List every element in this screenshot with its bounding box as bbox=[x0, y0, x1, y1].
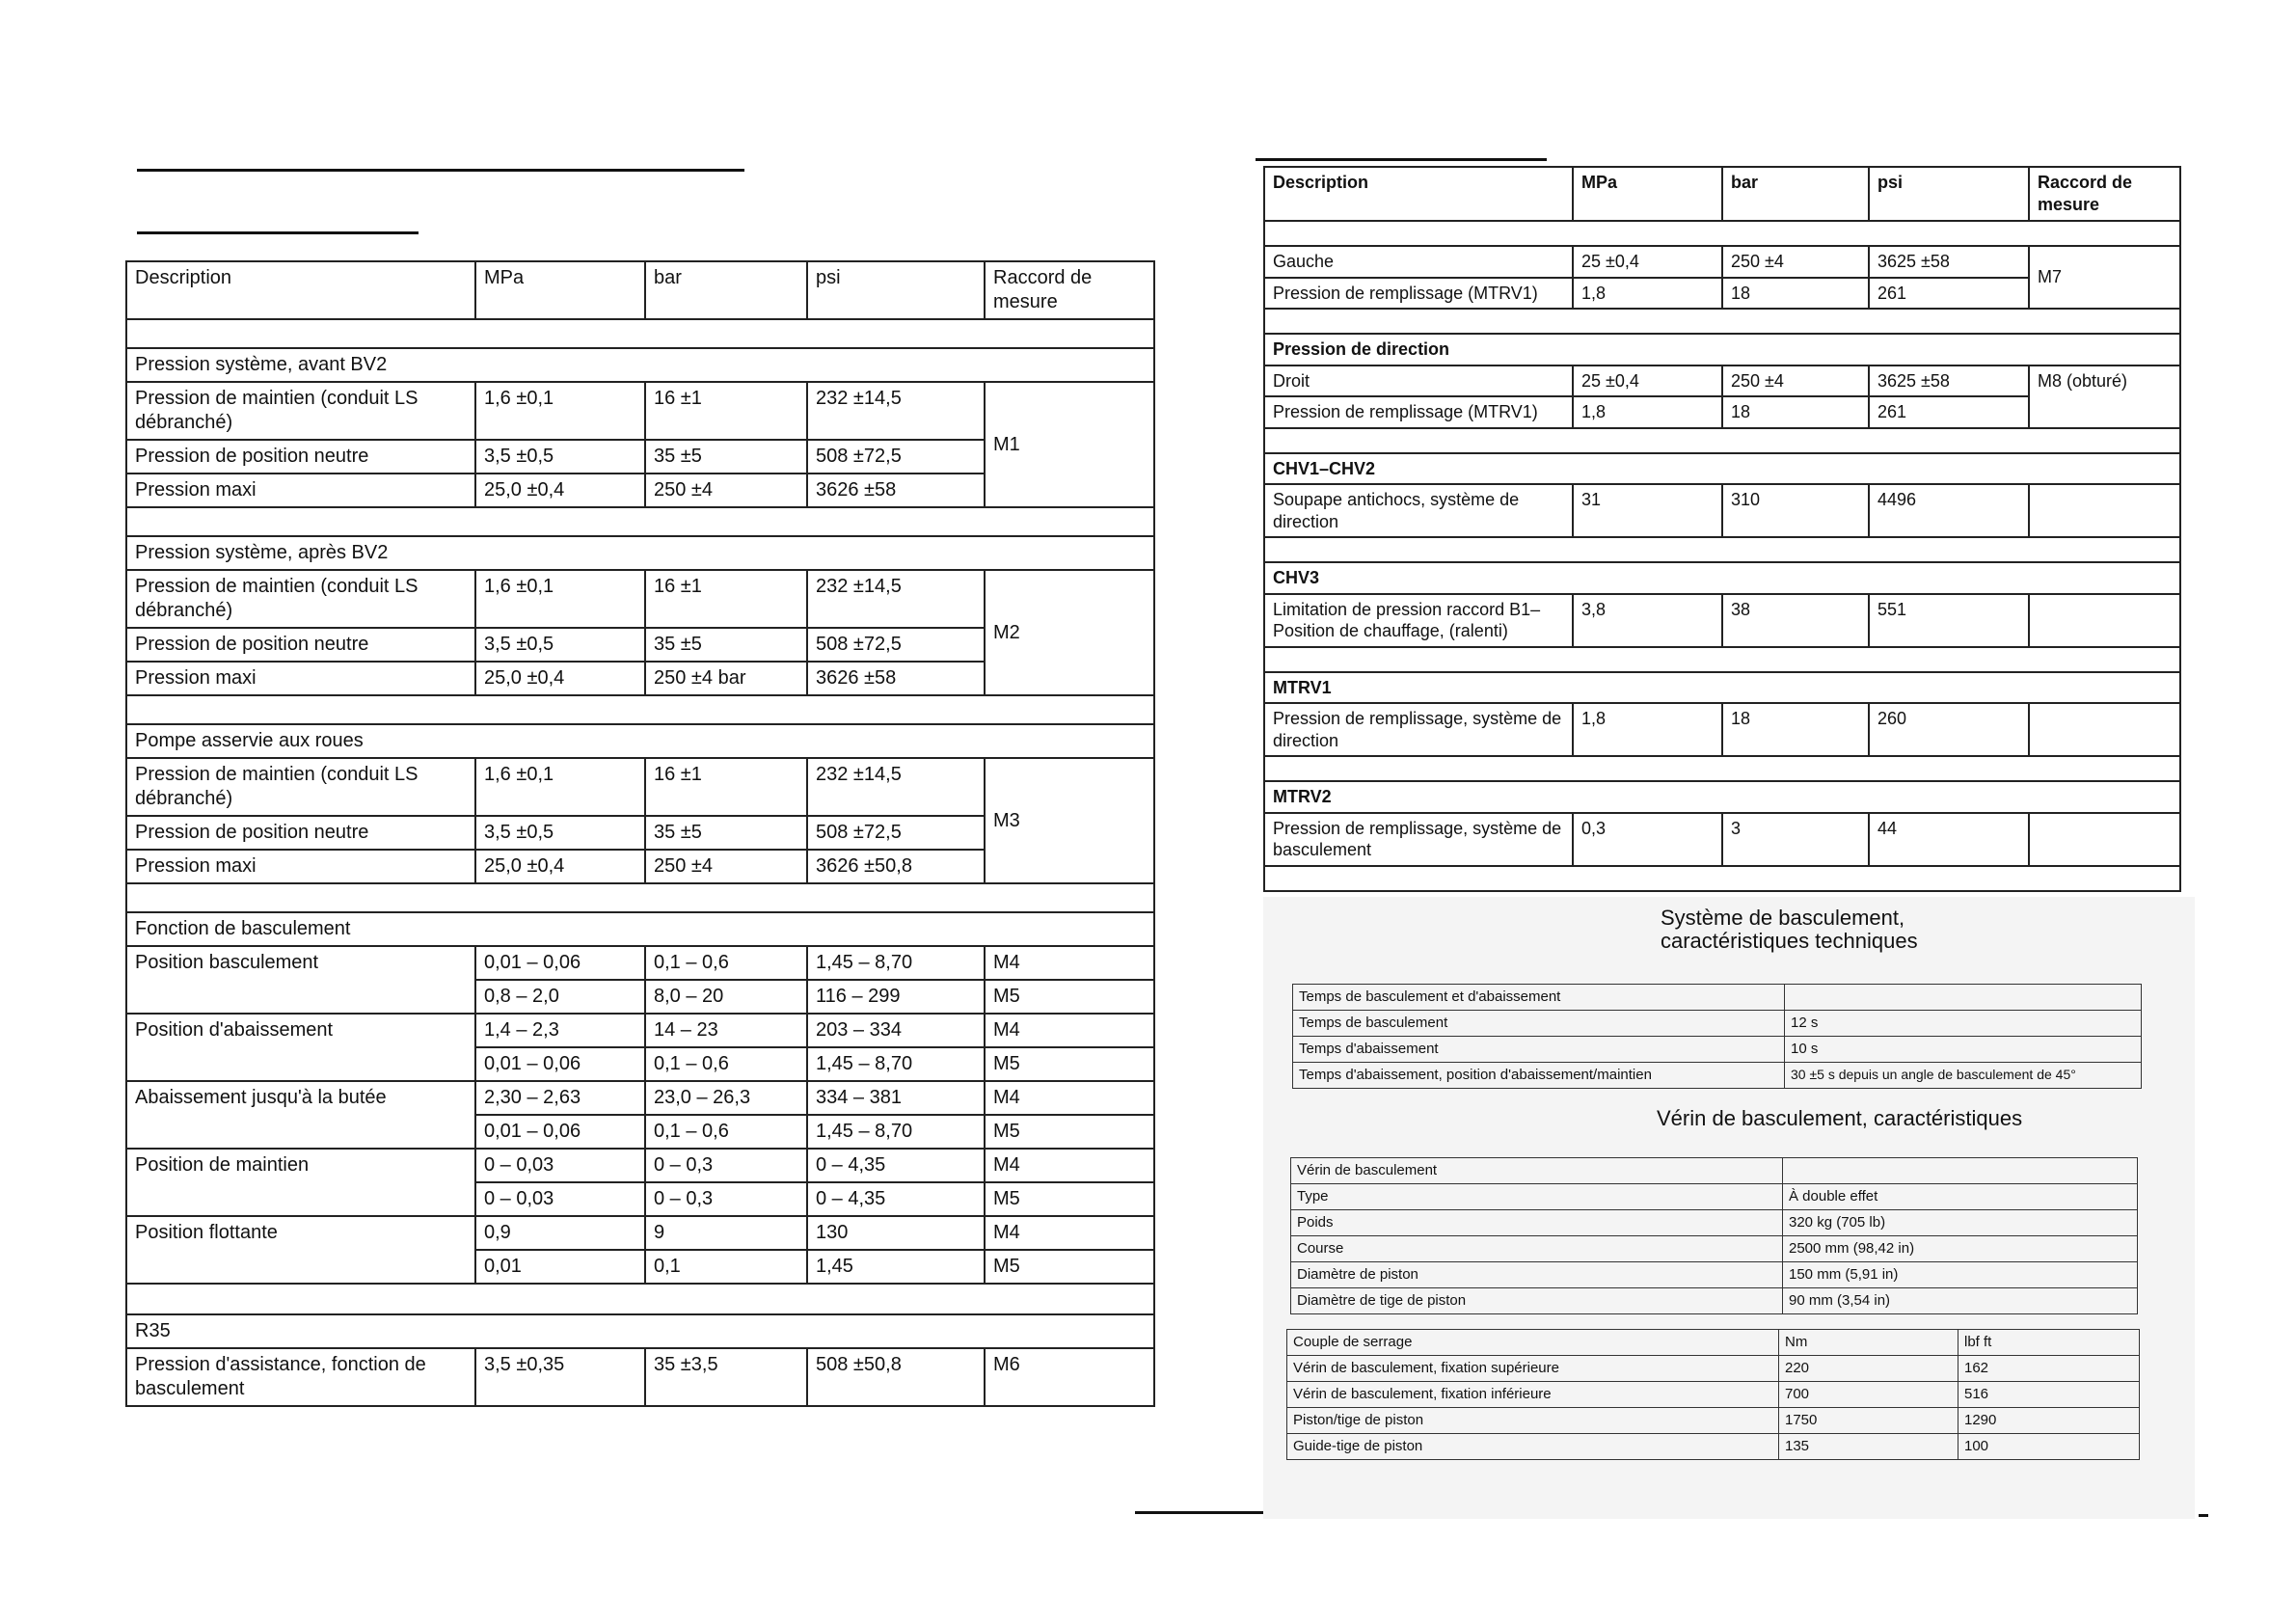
empty-cell bbox=[2029, 594, 2180, 647]
cell: 38 bbox=[1722, 594, 1869, 647]
section-title: CHV1–CHV2 bbox=[1264, 453, 2180, 485]
cell: 0,01 bbox=[475, 1250, 645, 1284]
table-row bbox=[126, 1014, 1154, 1047]
cell: Pression de remplissage, système de basculement bbox=[1264, 813, 1573, 866]
cell: 1,8 bbox=[1573, 396, 1722, 428]
section-title-row bbox=[126, 348, 1154, 382]
cell: 3626 ±58 bbox=[807, 662, 985, 695]
cell: 551 bbox=[1869, 594, 2029, 647]
table-header-row bbox=[1293, 985, 2142, 1011]
cell: Pression maxi bbox=[126, 662, 475, 695]
spacer-row bbox=[1264, 221, 2180, 246]
col-header: Nm bbox=[1779, 1330, 1958, 1356]
cell: 31 bbox=[1573, 484, 1722, 537]
cell: Pression maxi bbox=[126, 474, 475, 507]
col-header: Raccord de mesure bbox=[985, 261, 1154, 319]
table-header-row bbox=[126, 261, 1154, 319]
cell: 700 bbox=[1779, 1382, 1958, 1408]
cell: 30 ±5 s depuis un angle de basculement de 45° bbox=[1785, 1063, 2142, 1089]
cell: 0,1 – 0,6 bbox=[645, 1115, 807, 1149]
section-title: MTRV2 bbox=[1264, 781, 2180, 813]
section-title-row bbox=[1264, 562, 2180, 594]
cell: 334 – 381 bbox=[807, 1081, 985, 1115]
cell: Guide-tige de piston bbox=[1287, 1434, 1779, 1460]
cell: 18 bbox=[1722, 703, 1869, 756]
table-row bbox=[126, 1348, 1154, 1406]
cell: M5 bbox=[985, 1250, 1154, 1284]
spacer-row bbox=[126, 1284, 1154, 1314]
cell: Pression de remplissage, système de direction bbox=[1264, 703, 1573, 756]
cell: 3626 ±58 bbox=[807, 474, 985, 507]
col-header: Description bbox=[126, 261, 475, 319]
empty-cell bbox=[1783, 1158, 2138, 1184]
cell: 35 ±5 bbox=[645, 628, 807, 662]
section-title: R35 bbox=[126, 1314, 1154, 1348]
cell: M5 bbox=[985, 1047, 1154, 1081]
table-row bbox=[1287, 1356, 2140, 1382]
cell: 320 kg (705 lb) bbox=[1783, 1210, 2138, 1236]
section-title-row bbox=[126, 724, 1154, 758]
cell: 508 ±72,5 bbox=[807, 816, 985, 850]
cell: 3,5 ±0,5 bbox=[475, 816, 645, 850]
cell: 250 ±4 bbox=[645, 474, 807, 507]
spacer-row bbox=[126, 507, 1154, 536]
cell: 2500 mm (98,42 in) bbox=[1783, 1236, 2138, 1262]
cell: Soupape antichocs, système de direction bbox=[1264, 484, 1573, 537]
cell: 0,1 – 0,6 bbox=[645, 1047, 807, 1081]
cell: 1,45 – 8,70 bbox=[807, 1115, 985, 1149]
cell: 0,01 – 0,06 bbox=[475, 946, 645, 980]
section-title: Fonction de basculement bbox=[126, 912, 1154, 946]
cell: 35 ±3,5 bbox=[645, 1348, 807, 1406]
cell: Diamètre de tige de piston bbox=[1291, 1288, 1783, 1314]
cell: 0 – 0,3 bbox=[645, 1149, 807, 1182]
spacer-row bbox=[1264, 537, 2180, 562]
table-row bbox=[1293, 1011, 2142, 1037]
table-row bbox=[1264, 703, 2180, 756]
cell: 18 bbox=[1722, 278, 1869, 310]
cell: 1750 bbox=[1779, 1408, 1958, 1434]
cell: 3,5 ±0,5 bbox=[475, 628, 645, 662]
cell: Pression de remplissage (MTRV1) bbox=[1264, 278, 1573, 310]
cell: 0,01 – 0,06 bbox=[475, 1047, 645, 1081]
cell: Pression de maintien (conduit LS débranché) bbox=[126, 758, 475, 816]
cylinder-specs-table bbox=[1290, 1157, 2138, 1314]
cell: Temps de basculement et d'abaissement bbox=[1293, 985, 1785, 1011]
section-title: CHV3 bbox=[1264, 562, 2180, 594]
header-rule-long bbox=[137, 169, 744, 172]
table-row bbox=[1293, 1063, 2142, 1089]
cell: 90 mm (3,54 in) bbox=[1783, 1288, 2138, 1314]
cell: Temps d'abaissement bbox=[1293, 1037, 1785, 1063]
cell: Type bbox=[1291, 1184, 1783, 1210]
cell: Limitation de pression raccord B1– Position de chauffage, (ralenti) bbox=[1264, 594, 1573, 647]
col-header: bar bbox=[1722, 167, 1869, 221]
cell: 232 ±14,5 bbox=[807, 382, 985, 440]
col-header: MPa bbox=[475, 261, 645, 319]
table-row bbox=[126, 758, 1154, 816]
cell: 150 mm (5,91 in) bbox=[1783, 1262, 2138, 1288]
cell: 1,6 ±0,1 bbox=[475, 758, 645, 816]
raccord-cell: M8 (obturé) bbox=[2029, 365, 2180, 428]
cell: M5 bbox=[985, 1182, 1154, 1216]
cell: 35 ±5 bbox=[645, 816, 807, 850]
group-label: Position flottante bbox=[126, 1216, 475, 1284]
table-row bbox=[1264, 594, 2180, 647]
cell: Pression de remplissage (MTRV1) bbox=[1264, 396, 1573, 428]
spacer-row bbox=[1264, 756, 2180, 781]
cylinder-specs-title: Vérin de basculement, caractéristiques bbox=[1657, 1106, 2023, 1130]
cell: 0,01 – 0,06 bbox=[475, 1115, 645, 1149]
cell: Diamètre de piston bbox=[1291, 1262, 1783, 1288]
col-header: MPa bbox=[1573, 167, 1722, 221]
cell: Pression de position neutre bbox=[126, 440, 475, 474]
empty-cell bbox=[2029, 484, 2180, 537]
raccord-cell: M2 bbox=[985, 570, 1154, 695]
col-header: lbf ft bbox=[1958, 1330, 2140, 1356]
section-title: Pression de direction bbox=[1264, 334, 2180, 365]
cell: 3 bbox=[1722, 813, 1869, 866]
cell: 14 – 23 bbox=[645, 1014, 807, 1047]
cell: 250 ±4 bbox=[1722, 365, 1869, 397]
page-dash bbox=[2199, 1514, 2208, 1517]
right-pressure-table bbox=[1263, 166, 2181, 892]
table-row bbox=[126, 570, 1154, 628]
cell: Vérin de basculement, fixation inférieure bbox=[1287, 1382, 1779, 1408]
cell: 1,4 – 2,3 bbox=[475, 1014, 645, 1047]
cell: 1290 bbox=[1958, 1408, 2140, 1434]
section-title: Pression système, après BV2 bbox=[126, 536, 1154, 570]
cell: Pression de position neutre bbox=[126, 816, 475, 850]
table-row bbox=[1264, 813, 2180, 866]
header-rule-short bbox=[137, 231, 419, 234]
cell: 1,8 bbox=[1573, 703, 1722, 756]
col-header: Couple de serrage bbox=[1287, 1330, 1779, 1356]
cell: 0 – 4,35 bbox=[807, 1149, 985, 1182]
cell: 0 – 4,35 bbox=[807, 1182, 985, 1216]
table-row bbox=[1287, 1408, 2140, 1434]
table-row bbox=[126, 946, 1154, 980]
cell: Pression de maintien (conduit LS débranché) bbox=[126, 382, 475, 440]
cell: 162 bbox=[1958, 1356, 2140, 1382]
cell: 4496 bbox=[1869, 484, 2029, 537]
cell: 310 bbox=[1722, 484, 1869, 537]
empty-cell bbox=[2029, 703, 2180, 756]
cell: M6 bbox=[985, 1348, 1154, 1406]
cell: 35 ±5 bbox=[645, 440, 807, 474]
table-row bbox=[1291, 1236, 2138, 1262]
tilt-specs-table bbox=[1292, 984, 2142, 1089]
cell: 2,30 – 2,63 bbox=[475, 1081, 645, 1115]
cell: 3,8 bbox=[1573, 594, 1722, 647]
cell: M4 bbox=[985, 1014, 1154, 1047]
table-row bbox=[1291, 1184, 2138, 1210]
section-title-row bbox=[126, 912, 1154, 946]
table-row bbox=[1291, 1288, 2138, 1314]
col-header: psi bbox=[1869, 167, 2029, 221]
cell: 25 ±0,4 bbox=[1573, 365, 1722, 397]
cell: Gauche bbox=[1264, 246, 1573, 278]
cell: 250 ±4 bar bbox=[645, 662, 807, 695]
cell: Temps d'abaissement, position d'abaissement/maintien bbox=[1293, 1063, 1785, 1089]
spacer-row bbox=[1264, 866, 2180, 891]
left-pressure-table bbox=[125, 260, 1155, 1407]
cell: 25,0 ±0,4 bbox=[475, 850, 645, 883]
raccord-cell: M1 bbox=[985, 382, 1154, 507]
section-title: MTRV1 bbox=[1264, 672, 2180, 704]
tilt-specs-title: Système de basculement, caractéristiques techniques bbox=[1661, 906, 1918, 954]
cell: 135 bbox=[1779, 1434, 1958, 1460]
table-row bbox=[1287, 1382, 2140, 1408]
cell: 3626 ±50,8 bbox=[807, 850, 985, 883]
spacer-row bbox=[126, 695, 1154, 724]
cell: 100 bbox=[1958, 1434, 2140, 1460]
section-title-row bbox=[1264, 672, 2180, 704]
group-label: Position de maintien bbox=[126, 1149, 475, 1216]
cell: 9 bbox=[645, 1216, 807, 1250]
section-title-row bbox=[1264, 781, 2180, 813]
cell: 220 bbox=[1779, 1356, 1958, 1382]
cell: 508 ±72,5 bbox=[807, 440, 985, 474]
cell: Pression d'assistance, fonction de basculement bbox=[126, 1348, 475, 1406]
cell: 0 – 0,03 bbox=[475, 1149, 645, 1182]
cell: 25 ±0,4 bbox=[1573, 246, 1722, 278]
col-header: psi bbox=[807, 261, 985, 319]
table-row bbox=[1291, 1262, 2138, 1288]
cell: 3625 ±58 bbox=[1869, 365, 2029, 397]
cell: Temps de basculement bbox=[1293, 1011, 1785, 1037]
cell: M5 bbox=[985, 1115, 1154, 1149]
cell: 16 ±1 bbox=[645, 382, 807, 440]
empty-cell bbox=[1785, 985, 2142, 1011]
cell: 508 ±72,5 bbox=[807, 628, 985, 662]
cell: 16 ±1 bbox=[645, 570, 807, 628]
cell: Pression de position neutre bbox=[126, 628, 475, 662]
cell: M4 bbox=[985, 1216, 1154, 1250]
right-header-rule bbox=[1256, 158, 1547, 161]
cell: 250 ±4 bbox=[1722, 246, 1869, 278]
cell: 23,0 – 26,3 bbox=[645, 1081, 807, 1115]
cell: À double effet bbox=[1783, 1184, 2138, 1210]
col-header: bar bbox=[645, 261, 807, 319]
cell: 0,9 bbox=[475, 1216, 645, 1250]
col-header: Description bbox=[1264, 167, 1573, 221]
cell: 260 bbox=[1869, 703, 2029, 756]
spacer-row bbox=[1264, 428, 2180, 453]
section-title: Pompe asservie aux roues bbox=[126, 724, 1154, 758]
cell: 232 ±14,5 bbox=[807, 570, 985, 628]
cell: Piston/tige de piston bbox=[1287, 1408, 1779, 1434]
table-header-row bbox=[1287, 1330, 2140, 1356]
cell: Pression maxi bbox=[126, 850, 475, 883]
raccord-cell: M3 bbox=[985, 758, 1154, 883]
cell: 261 bbox=[1869, 396, 2029, 428]
cell: 1,6 ±0,1 bbox=[475, 570, 645, 628]
cell: 18 bbox=[1722, 396, 1869, 428]
table-row bbox=[1287, 1434, 2140, 1460]
cell: 1,6 ±0,1 bbox=[475, 382, 645, 440]
col-header: Raccord de mesure bbox=[2029, 167, 2180, 221]
cell: 130 bbox=[807, 1216, 985, 1250]
footer-rule bbox=[1135, 1511, 1264, 1514]
cell: 0,1 bbox=[645, 1250, 807, 1284]
cell: Pression de maintien (conduit LS débranché) bbox=[126, 570, 475, 628]
section-title-row bbox=[1264, 334, 2180, 365]
cell: 261 bbox=[1869, 278, 2029, 310]
cell: 232 ±14,5 bbox=[807, 758, 985, 816]
cell: Vérin de basculement, fixation supérieure bbox=[1287, 1356, 1779, 1382]
cell: 508 ±50,8 bbox=[807, 1348, 985, 1406]
table-row bbox=[1264, 246, 2180, 278]
section-title: Pression système, avant BV2 bbox=[126, 348, 1154, 382]
cell: 25,0 ±0,4 bbox=[475, 662, 645, 695]
cell: 0,8 – 2,0 bbox=[475, 980, 645, 1014]
cell: 203 – 334 bbox=[807, 1014, 985, 1047]
cell: 516 bbox=[1958, 1382, 2140, 1408]
group-label: Position basculement bbox=[126, 946, 475, 1014]
table-row bbox=[126, 382, 1154, 440]
cell: 25,0 ±0,4 bbox=[475, 474, 645, 507]
table-header-row bbox=[1264, 167, 2180, 221]
cell: 0,3 bbox=[1573, 813, 1722, 866]
table-row bbox=[1264, 365, 2180, 397]
cell: M4 bbox=[985, 946, 1154, 980]
cell: 1,45 – 8,70 bbox=[807, 1047, 985, 1081]
table-header-row bbox=[1291, 1158, 2138, 1184]
section-title-row bbox=[126, 536, 1154, 570]
cell: Vérin de basculement bbox=[1291, 1158, 1783, 1184]
group-label: Abaissement jusqu'à la butée bbox=[126, 1081, 475, 1149]
cell: 250 ±4 bbox=[645, 850, 807, 883]
cell: 10 s bbox=[1785, 1037, 2142, 1063]
torque-table bbox=[1286, 1329, 2140, 1460]
cell: 12 s bbox=[1785, 1011, 2142, 1037]
cell: 0,1 – 0,6 bbox=[645, 946, 807, 980]
spacer-row bbox=[1264, 647, 2180, 672]
cell: 116 – 299 bbox=[807, 980, 985, 1014]
table-row bbox=[1293, 1037, 2142, 1063]
cell: 3,5 ±0,35 bbox=[475, 1348, 645, 1406]
table-row bbox=[126, 1149, 1154, 1182]
table-row bbox=[126, 1081, 1154, 1115]
cell: 0 – 0,3 bbox=[645, 1182, 807, 1216]
table-row bbox=[126, 1216, 1154, 1250]
group-label: Position d'abaissement bbox=[126, 1014, 475, 1081]
section-title-row bbox=[1264, 453, 2180, 485]
cell: M4 bbox=[985, 1081, 1154, 1115]
cell: 1,45 – 8,70 bbox=[807, 946, 985, 980]
cell: M5 bbox=[985, 980, 1154, 1014]
spacer-row bbox=[126, 319, 1154, 348]
table-row bbox=[1264, 484, 2180, 537]
cell: Droit bbox=[1264, 365, 1573, 397]
cell: 0 – 0,03 bbox=[475, 1182, 645, 1216]
cell: M4 bbox=[985, 1149, 1154, 1182]
spacer-row bbox=[126, 883, 1154, 912]
cell: 1,8 bbox=[1573, 278, 1722, 310]
section-title-row bbox=[126, 1314, 1154, 1348]
cell: 16 ±1 bbox=[645, 758, 807, 816]
spacer-row bbox=[1264, 309, 2180, 334]
empty-cell bbox=[2029, 813, 2180, 866]
table-row bbox=[1291, 1210, 2138, 1236]
cell: 3,5 ±0,5 bbox=[475, 440, 645, 474]
cell: Course bbox=[1291, 1236, 1783, 1262]
cell: Poids bbox=[1291, 1210, 1783, 1236]
cell: 1,45 bbox=[807, 1250, 985, 1284]
cell: 8,0 – 20 bbox=[645, 980, 807, 1014]
cell: 44 bbox=[1869, 813, 2029, 866]
raccord-cell: M7 bbox=[2029, 246, 2180, 309]
cell: 3625 ±58 bbox=[1869, 246, 2029, 278]
